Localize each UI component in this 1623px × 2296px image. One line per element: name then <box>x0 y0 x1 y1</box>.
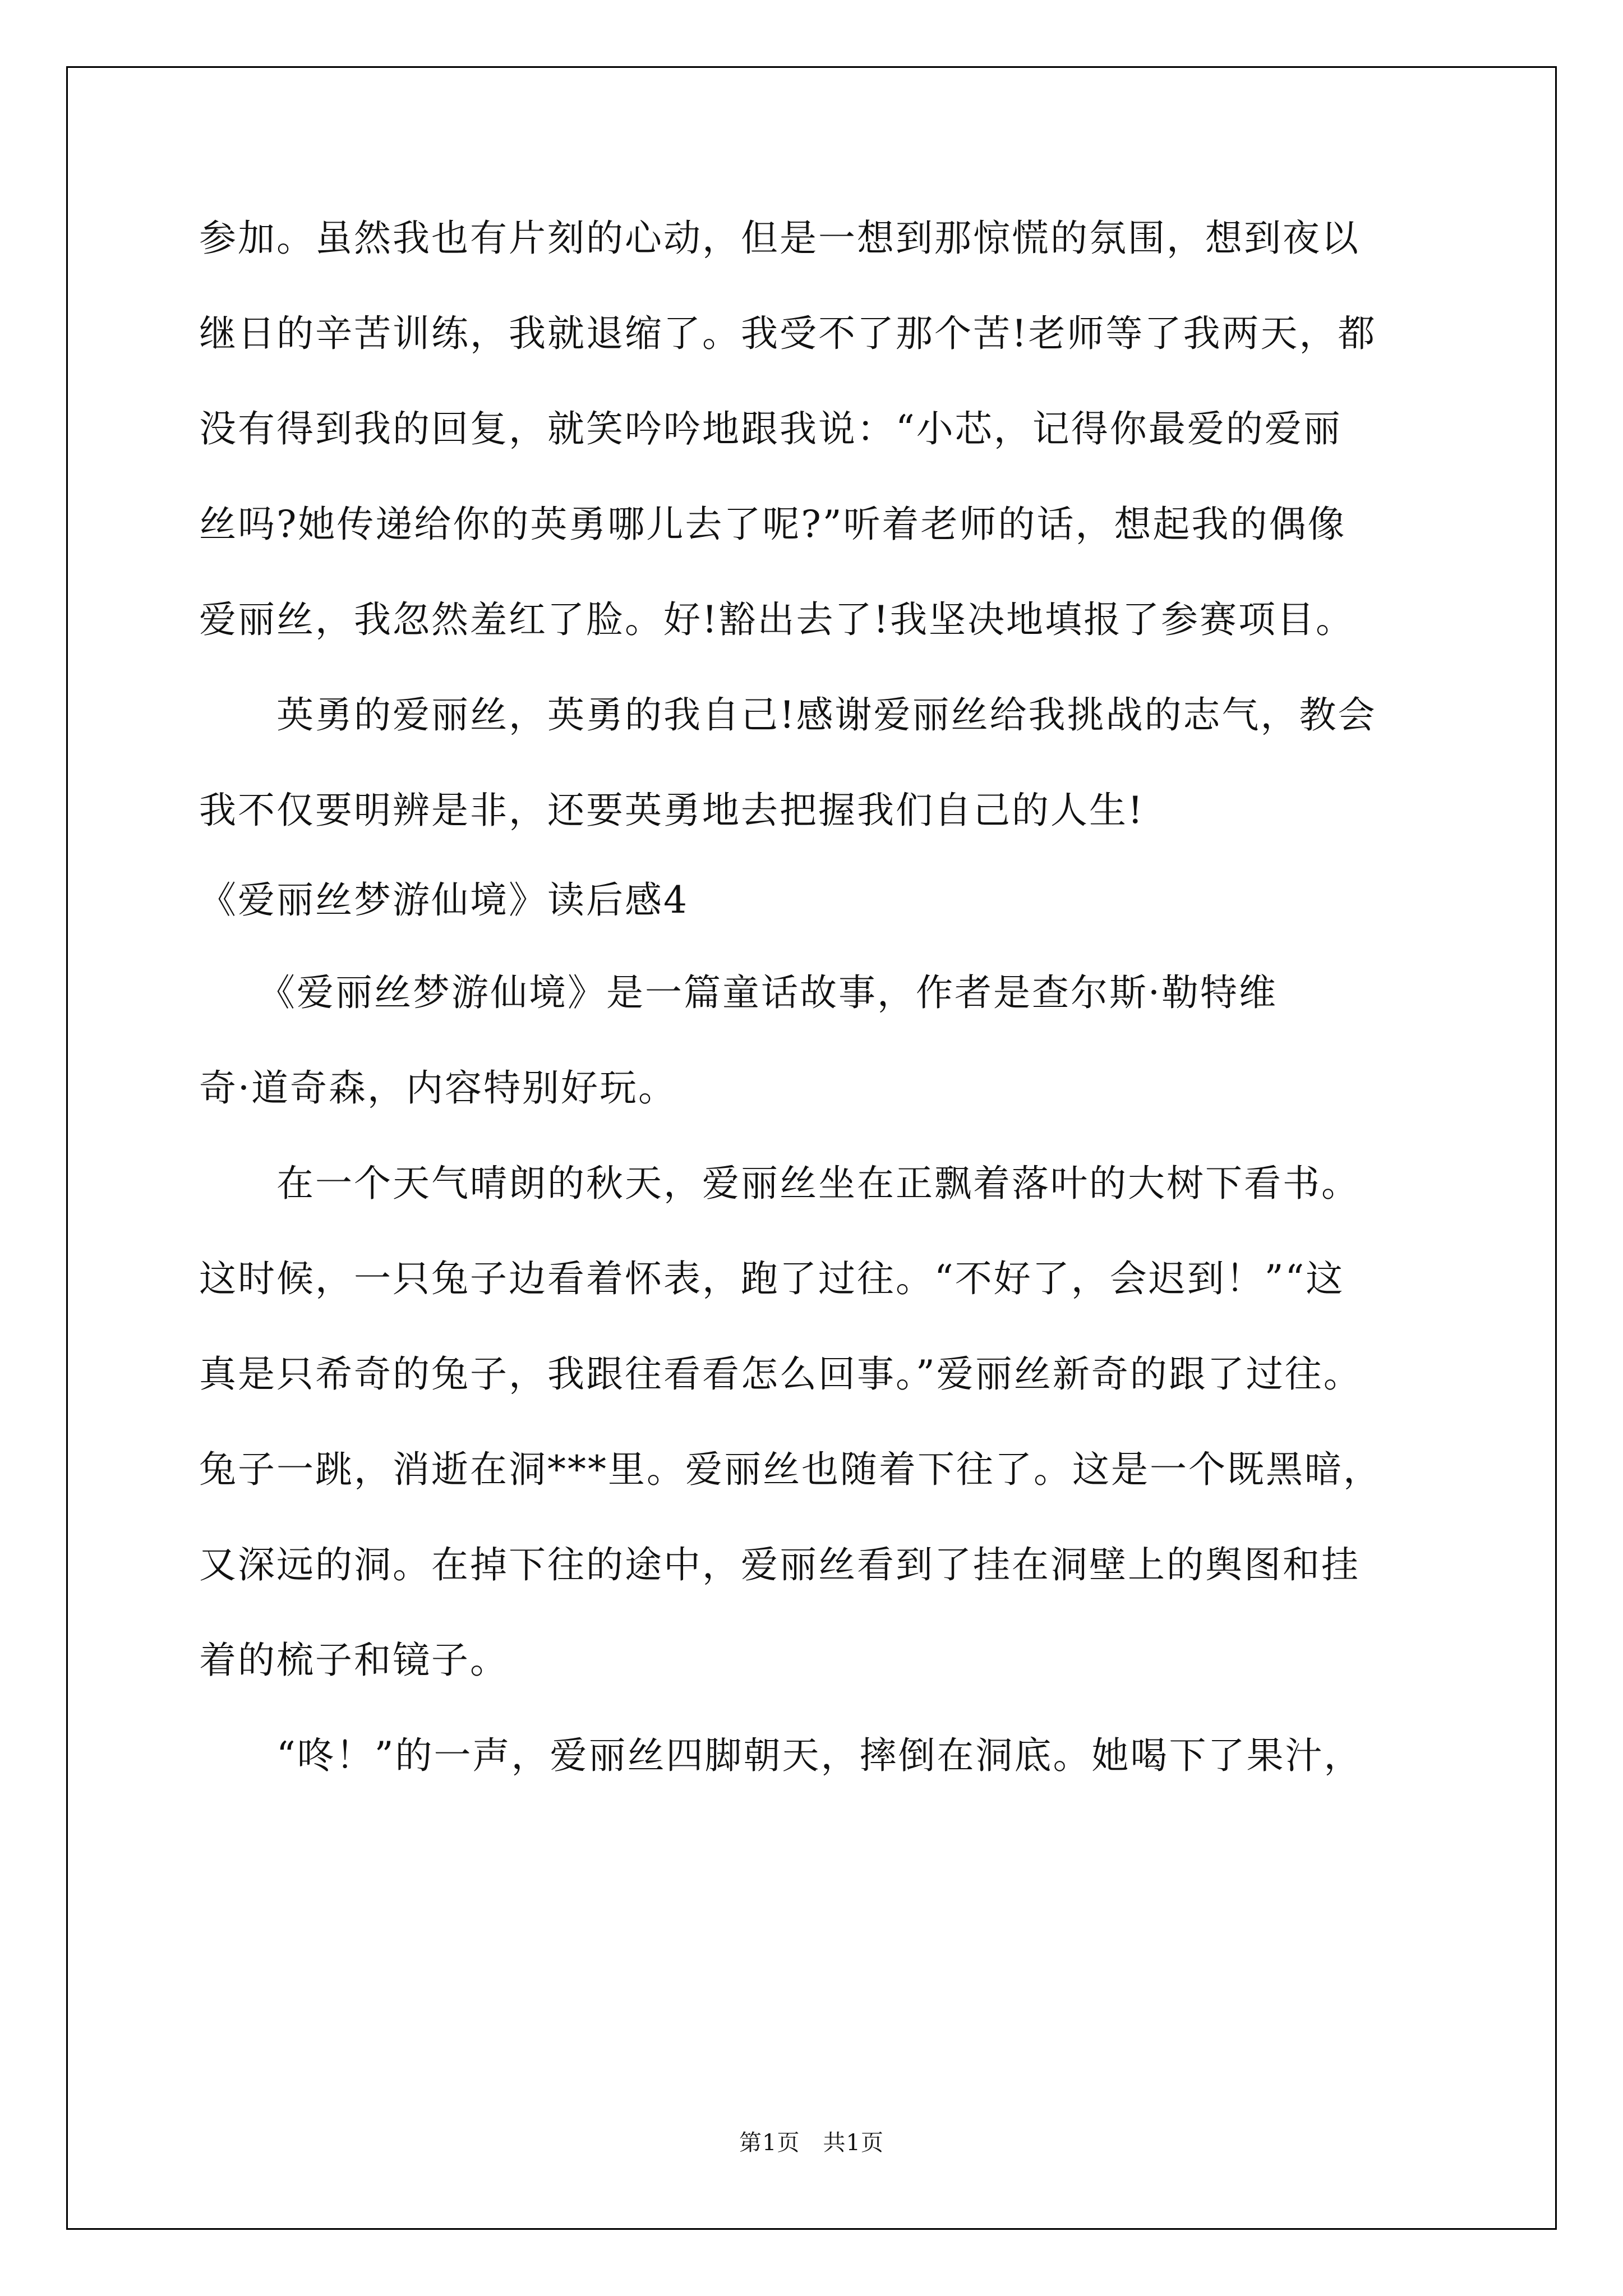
text-line: 参加。虽然我也有片刻的心动，但是一想到那惊慌的氛围，想到夜以 <box>199 217 1360 260</box>
text-line: 英勇的爱丽丝，英勇的我自己!感谢爱丽丝给我挑战的志气，教会 <box>199 693 1377 737</box>
text-line: 在一个天气晴朗的秋天，爱丽丝坐在正飘着落叶的大树下看书。 <box>199 1162 1360 1205</box>
text-line: 这时候，一只兔子边看着怀表，跑了过往。“不好了，会迟到！”“这 <box>199 1257 1345 1300</box>
text-line: 没有得到我的回复，就笑吟吟地跟我说：“小芯，记得你最爱的爱丽 <box>199 407 1342 450</box>
text-line: 爱丽丝，我忽然羞红了脸。好!豁出去了!我坚决地填报了参赛项目。 <box>199 598 1355 641</box>
text-line: 又深远的洞。在掉下往的途中，爱丽丝看到了挂在洞壁上的舆图和挂 <box>199 1543 1360 1586</box>
text-line: 继日的辛苦训练，我就退缩了。我受不了那个苦!老师等了我两天，都 <box>199 312 1377 355</box>
text-line: 着的梳子和镜子。 <box>199 1639 509 1682</box>
text-line: 真是只希奇的兔子，我跟往看看怎么回事。”爱丽丝新奇的跟了过往。 <box>199 1352 1362 1396</box>
text-line: 我不仅要明辨是非，还要英勇地去把握我们自己的人生! <box>199 789 1145 832</box>
text-line: “咚！”的一声，爱丽丝四脚朝天，摔倒在洞底。她喝下了果汁， <box>199 1734 1363 1777</box>
text-line: 奇·道奇森，内容特别好玩。 <box>199 1066 677 1110</box>
text-line: 兔子一跳，消逝在洞***里。爱丽丝也随着下往了。这是一个既黑暗， <box>199 1448 1382 1491</box>
page-footer: 第1页 共1页 <box>739 2130 884 2156</box>
page-border <box>66 66 1557 2230</box>
text-line: 丝吗?她传递给你的英勇哪儿去了呢?”听着老师的话，想起我的偶像 <box>199 503 1347 546</box>
text-line: 《爱丽丝梦游仙境》是一篇童话故事，作者是查尔斯·勒特维 <box>199 971 1278 1014</box>
section-heading: 《爱丽丝梦游仙境》读后感4 <box>199 878 689 922</box>
